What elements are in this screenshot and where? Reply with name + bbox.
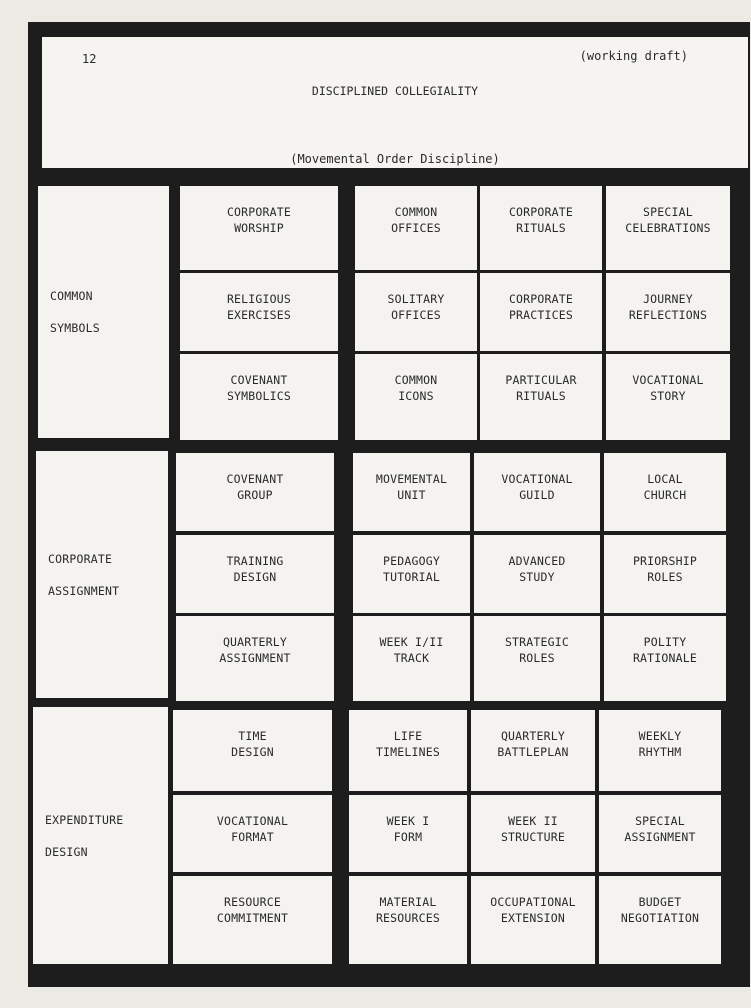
grid-cell: POLITY RATIONALE [604, 616, 726, 701]
grid-cell: TRAINING DESIGN [176, 535, 334, 613]
grid-cell: RESOURCE COMMITMENT [173, 876, 332, 964]
grid-cell: VOCATIONAL STORY [606, 354, 730, 440]
grid-cell: STRATEGIC ROLES [474, 616, 600, 701]
grid-cell: PEDAGOGY TUTORIAL [353, 535, 470, 613]
grid-cell: ADVANCED STUDY [474, 535, 600, 613]
grid-cell: MATERIAL RESOURCES [349, 876, 467, 964]
row-label: CORPORATE ASSIGNMENT [36, 451, 168, 698]
row-label: EXPENDITURE DESIGN [33, 707, 168, 964]
grid-cell: WEEK I FORM [349, 795, 467, 872]
grid-cell: COVENANT SYMBOLICS [180, 354, 338, 440]
grid-cell: JOURNEY REFLECTIONS [606, 273, 730, 351]
grid-cell: LIFE TIMELINES [349, 710, 467, 791]
document-subtitle: (Movemental Order Discipline) [290, 152, 500, 166]
grid-cell: WEEKLY RHYTHM [599, 710, 721, 791]
document-header [42, 37, 748, 168]
grid-cell: BUDGET NEGOTIATION [599, 876, 721, 964]
grid-cell: SPECIAL ASSIGNMENT [599, 795, 721, 872]
grid-cell: COVENANT GROUP [176, 453, 334, 531]
grid-cell: SOLITARY OFFICES [355, 273, 477, 351]
grid-cell: WEEK II STRUCTURE [471, 795, 595, 872]
grid-cell: COMMON OFFICES [355, 186, 477, 270]
grid-cell: VOCATIONAL GUILD [474, 453, 600, 531]
grid-cell: VOCATIONAL FORMAT [173, 795, 332, 872]
grid-cell: QUARTERLY ASSIGNMENT [176, 616, 334, 701]
grid-cell: CORPORATE WORSHIP [180, 186, 338, 270]
grid-cell: PRIORSHIP ROLES [604, 535, 726, 613]
grid-cell: SPECIAL CELEBRATIONS [606, 186, 730, 270]
grid-cell: CORPORATE PRACTICES [480, 273, 602, 351]
grid-cell: TIME DESIGN [173, 710, 332, 791]
grid-cell: MOVEMENTAL UNIT [353, 453, 470, 531]
grid-cell: PARTICULAR RITUALS [480, 354, 602, 440]
row-label: COMMON SYMBOLS [38, 186, 169, 438]
page-number: 12 [82, 52, 97, 66]
grid-cell: LOCAL CHURCH [604, 453, 726, 531]
grid-cell: WEEK I/II TRACK [353, 616, 470, 701]
grid-cell: QUARTERLY BATTLEPLAN [471, 710, 595, 791]
grid-cell: OCCUPATIONAL EXTENSION [471, 876, 595, 964]
grid-cell: COMMON ICONS [355, 354, 477, 440]
draft-label: (working draft) [579, 49, 688, 63]
document-title: DISCIPLINED COLLEGIALITY [311, 84, 479, 98]
grid-cell: CORPORATE RITUALS [480, 186, 602, 270]
grid-cell: RELIGIOUS EXERCISES [180, 273, 338, 351]
